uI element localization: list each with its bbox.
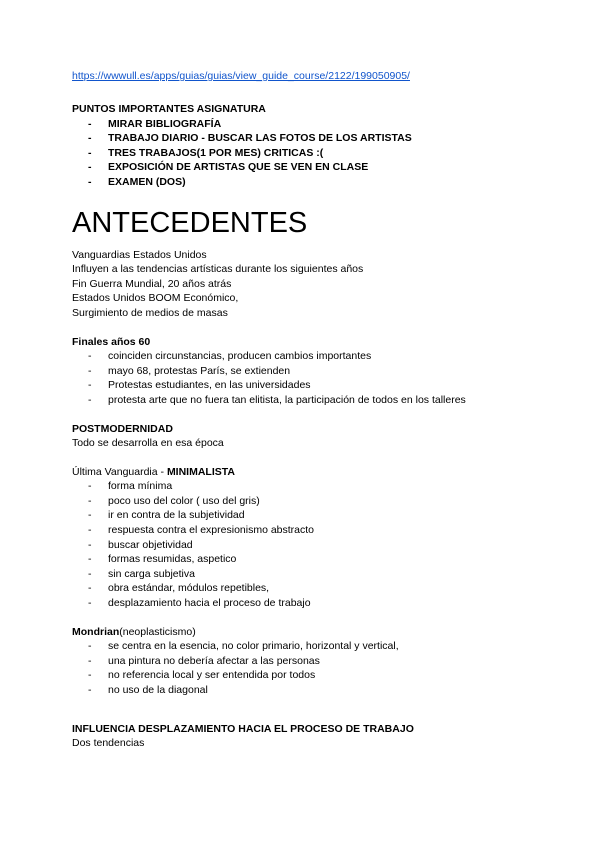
finales-list bbox=[72, 349, 572, 407]
antecedentes-line: Fin Guerra Mundial, 20 años atrás bbox=[72, 277, 232, 290]
puntos-list bbox=[72, 117, 572, 190]
postmodernidad-text: Todo se desarrolla en esa época bbox=[72, 437, 224, 450]
mondrian-list bbox=[72, 639, 572, 697]
list-item: - desplazamiento hacia el proceso de trabajo bbox=[72, 596, 572, 611]
postmodernidad-heading: POSTMODERNIDAD bbox=[72, 422, 173, 435]
list-item: - no referencia local y ser entendida por todos bbox=[72, 668, 572, 683]
list-item: - Protestas estudiantes, en las universidades bbox=[72, 378, 572, 393]
list-item: - TRES TRABAJOS(1 POR MES) CRITICAS :( bbox=[72, 146, 572, 161]
course-guide-link[interactable]: https://wwwull.es/apps/guias/guias/view_guide_course/2122/199050905/ bbox=[72, 70, 410, 82]
minimalista-heading bbox=[72, 465, 572, 480]
list-item: - EXAMEN (DOS) bbox=[72, 175, 572, 190]
puntos-heading: PUNTOS IMPORTANTES ASIGNATURA bbox=[72, 103, 266, 115]
antecedentes-line: Estados Unidos BOOM Económico, bbox=[72, 292, 239, 305]
antecedentes-line: Surgimiento de medios de masas bbox=[72, 306, 228, 319]
list-item: - formas resumidas, aspetico bbox=[72, 552, 572, 567]
list-item: - una pintura no debería afectar a las personas bbox=[72, 654, 572, 669]
mondrian-bold: Mondrian bbox=[72, 625, 120, 638]
minimalista-prefix: Última Vanguardia - bbox=[72, 465, 167, 478]
list-item: - buscar objetividad bbox=[72, 538, 572, 553]
list-item: - se centra en la esencia, no color primario, horizontal y vertical, bbox=[72, 639, 572, 654]
document-page bbox=[72, 70, 572, 751]
mondrian-heading bbox=[72, 625, 572, 640]
list-item: - EXPOSICIÓN DE ARTISTAS QUE SE VEN EN CLASE bbox=[72, 160, 572, 175]
antecedentes-title: ANTECEDENTES bbox=[72, 206, 308, 239]
list-item: - ir en contra de la subjetividad bbox=[72, 508, 572, 523]
list-item: - forma mínima bbox=[72, 479, 572, 494]
influencia-heading: INFLUENCIA DESPLAZAMIENTO HACIA EL PROCESO DE TRABAJO bbox=[72, 722, 414, 735]
minimalista-list bbox=[72, 479, 572, 610]
list-item: - MIRAR BIBLIOGRAFÍA bbox=[72, 117, 572, 132]
list-item: - protesta arte que no fuera tan elitista, la participación de todos en los talleres bbox=[72, 393, 572, 408]
mondrian-rest: (neoplasticismo) bbox=[119, 625, 196, 638]
list-item: - obra estándar, módulos repetibles, bbox=[72, 581, 572, 596]
list-item: - TRABAJO DIARIO - BUSCAR LAS FOTOS DE LOS ARTISTAS bbox=[72, 131, 572, 146]
finales-heading: Finales años 60 bbox=[72, 335, 151, 348]
list-item: - mayo 68, protestas París, se extienden bbox=[72, 364, 572, 379]
antecedentes-line: Vanguardias Estados Unidos bbox=[72, 248, 207, 261]
list-item: - sin carga subjetiva bbox=[72, 567, 572, 582]
influencia-text: Dos tendencias bbox=[72, 737, 145, 750]
list-item: - respuesta contra el expresionismo abstracto bbox=[72, 523, 572, 538]
antecedentes-line: Influyen a las tendencias artísticas durante los siguientes años bbox=[72, 263, 364, 276]
list-item: - coinciden circunstancias, producen cambios importantes bbox=[72, 349, 572, 364]
list-item: - no uso de la diagonal bbox=[72, 683, 572, 698]
list-item: - poco uso del color ( uso del gris) bbox=[72, 494, 572, 509]
minimalista-bold: MINIMALISTA bbox=[166, 465, 235, 478]
